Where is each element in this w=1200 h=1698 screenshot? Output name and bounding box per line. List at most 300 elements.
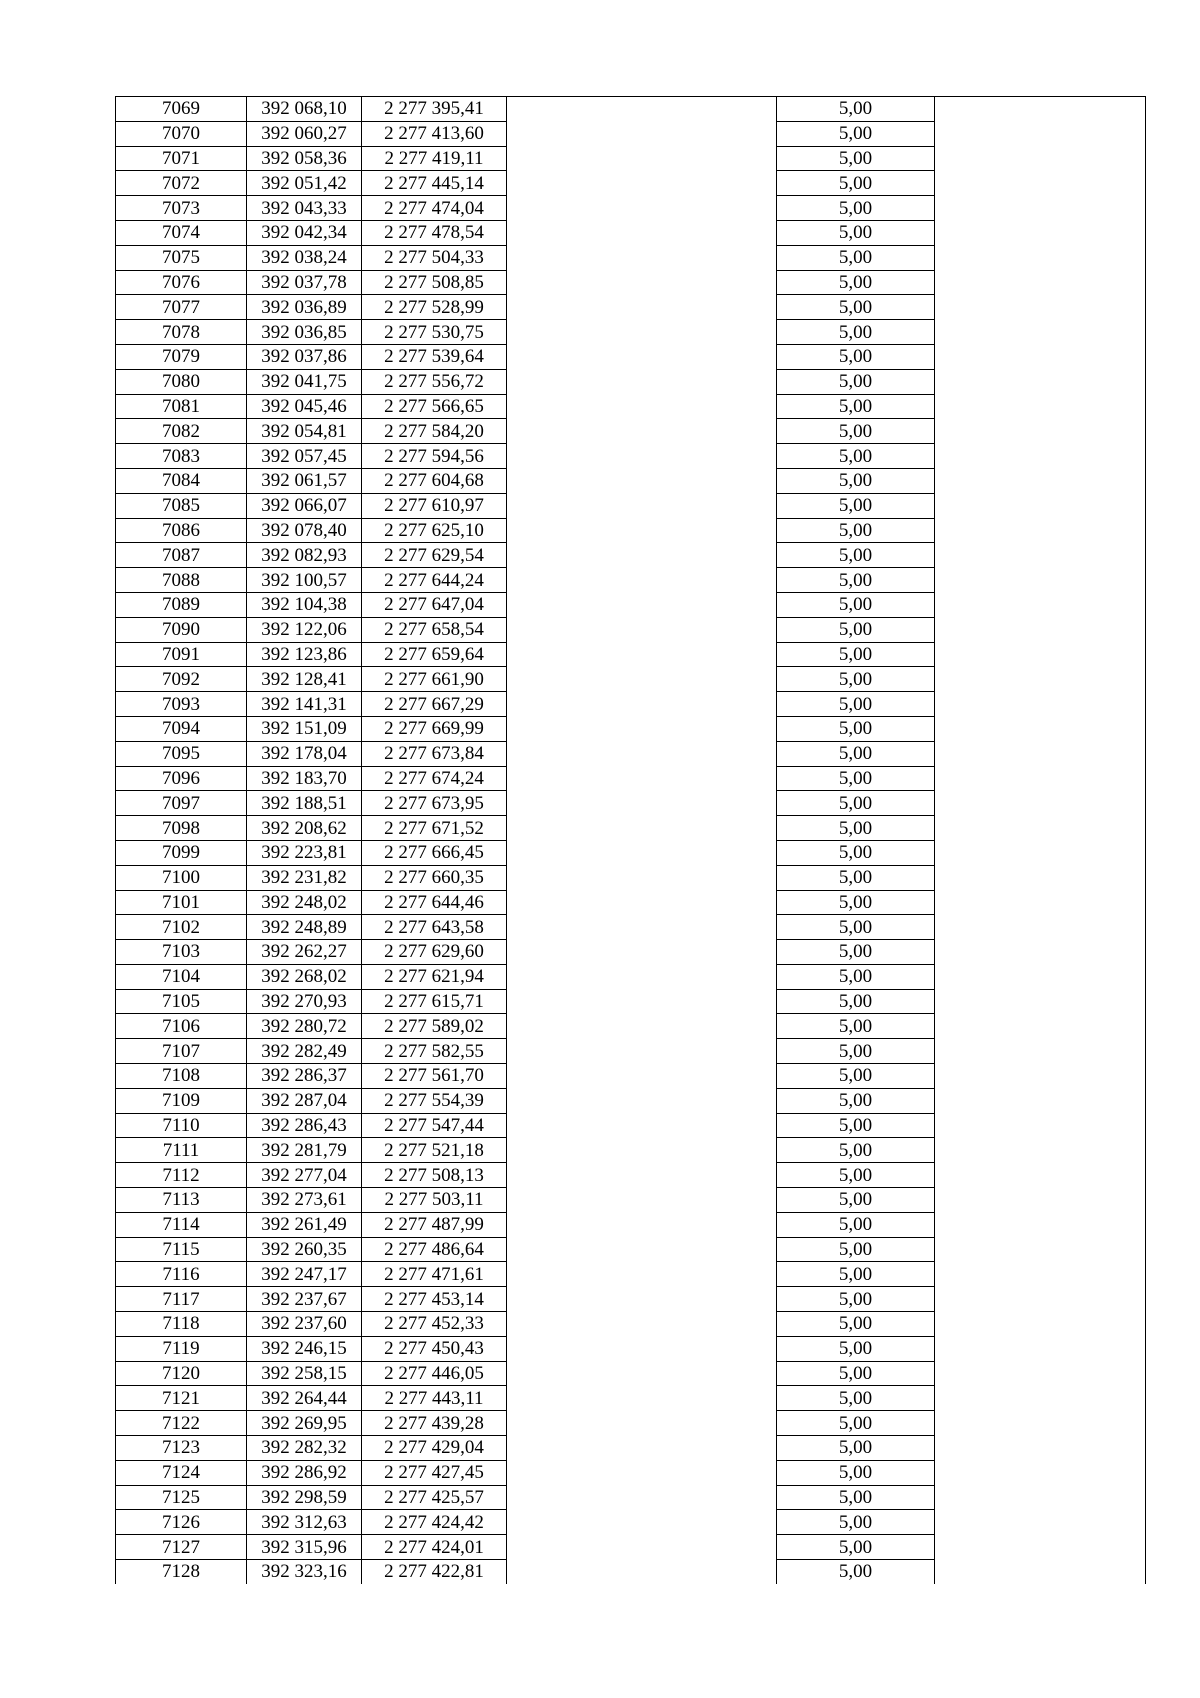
x-coordinate-cell: 392 312,63: [247, 1510, 362, 1535]
empty-cell: [507, 1039, 777, 1064]
point-number-cell: 7085: [116, 493, 247, 518]
x-coordinate-cell: 392 277,04: [247, 1163, 362, 1188]
table-row: [116, 1113, 1146, 1138]
table-row: [116, 1361, 1146, 1386]
empty-cell: [935, 1138, 1146, 1163]
empty-cell: [507, 642, 777, 667]
empty-cell: [935, 840, 1146, 865]
empty-cell: [507, 468, 777, 493]
empty-cell: [507, 667, 777, 692]
x-coordinate-cell: 392 268,02: [247, 964, 362, 989]
value-cell: 5,00: [777, 1386, 935, 1411]
empty-cell: [507, 617, 777, 642]
empty-cell: [935, 369, 1146, 394]
empty-cell: [935, 394, 1146, 419]
x-coordinate-cell: 392 151,09: [247, 716, 362, 741]
value-cell: 5,00: [777, 741, 935, 766]
y-coordinate-cell: 2 277 594,56: [362, 444, 507, 469]
table-row: [116, 196, 1146, 221]
x-coordinate-cell: 392 060,27: [247, 121, 362, 146]
empty-cell: [935, 766, 1146, 791]
y-coordinate-cell: 2 277 673,95: [362, 791, 507, 816]
point-number-cell: 7091: [116, 642, 247, 667]
empty-cell: [935, 1287, 1146, 1312]
point-number-cell: 7119: [116, 1336, 247, 1361]
point-number-cell: 7103: [116, 940, 247, 965]
empty-cell: [935, 97, 1146, 122]
table-row: [116, 295, 1146, 320]
point-number-cell: 7077: [116, 295, 247, 320]
y-coordinate-cell: 2 277 658,54: [362, 617, 507, 642]
table-row: [116, 444, 1146, 469]
point-number-cell: 7095: [116, 741, 247, 766]
empty-cell: [507, 766, 777, 791]
point-number-cell: 7098: [116, 816, 247, 841]
point-number-cell: 7121: [116, 1386, 247, 1411]
x-coordinate-cell: 392 247,17: [247, 1262, 362, 1287]
value-cell: 5,00: [777, 518, 935, 543]
value-cell: 5,00: [777, 320, 935, 345]
empty-cell: [507, 1386, 777, 1411]
value-cell: 5,00: [777, 97, 935, 122]
y-coordinate-cell: 2 277 643,58: [362, 915, 507, 940]
y-coordinate-cell: 2 277 644,24: [362, 568, 507, 593]
table-row: [116, 766, 1146, 791]
value-cell: 5,00: [777, 1088, 935, 1113]
point-number-cell: 7092: [116, 667, 247, 692]
empty-cell: [935, 692, 1146, 717]
y-coordinate-cell: 2 277 503,11: [362, 1188, 507, 1213]
table-row: [116, 592, 1146, 617]
x-coordinate-cell: 392 260,35: [247, 1237, 362, 1262]
value-cell: 5,00: [777, 344, 935, 369]
x-coordinate-cell: 392 037,78: [247, 270, 362, 295]
value-cell: 5,00: [777, 1312, 935, 1337]
y-coordinate-cell: 2 277 471,61: [362, 1262, 507, 1287]
value-cell: 5,00: [777, 964, 935, 989]
table-row: [116, 692, 1146, 717]
y-coordinate-cell: 2 277 508,85: [362, 270, 507, 295]
empty-cell: [507, 518, 777, 543]
value-cell: 5,00: [777, 1188, 935, 1213]
value-cell: 5,00: [777, 642, 935, 667]
point-number-cell: 7093: [116, 692, 247, 717]
table-row: [116, 1386, 1146, 1411]
x-coordinate-cell: 392 286,43: [247, 1113, 362, 1138]
x-coordinate-cell: 392 231,82: [247, 865, 362, 890]
x-coordinate-cell: 392 223,81: [247, 840, 362, 865]
point-number-cell: 7118: [116, 1312, 247, 1337]
value-cell: 5,00: [777, 692, 935, 717]
x-coordinate-cell: 392 104,38: [247, 592, 362, 617]
x-coordinate-cell: 392 037,86: [247, 344, 362, 369]
empty-cell: [507, 791, 777, 816]
table-row: [116, 642, 1146, 667]
table-row: [116, 1312, 1146, 1337]
point-number-cell: 7083: [116, 444, 247, 469]
y-coordinate-cell: 2 277 528,99: [362, 295, 507, 320]
table-row: [116, 667, 1146, 692]
y-coordinate-cell: 2 277 452,33: [362, 1312, 507, 1337]
point-number-cell: 7090: [116, 617, 247, 642]
x-coordinate-cell: 392 286,92: [247, 1460, 362, 1485]
table-row: [116, 543, 1146, 568]
empty-cell: [935, 1262, 1146, 1287]
empty-cell: [507, 1485, 777, 1510]
x-coordinate-cell: 392 178,04: [247, 741, 362, 766]
x-coordinate-cell: 392 122,06: [247, 617, 362, 642]
y-coordinate-cell: 2 277 508,13: [362, 1163, 507, 1188]
x-coordinate-cell: 392 183,70: [247, 766, 362, 791]
point-number-cell: 7120: [116, 1361, 247, 1386]
empty-cell: [507, 1014, 777, 1039]
empty-cell: [507, 320, 777, 345]
point-number-cell: 7100: [116, 865, 247, 890]
y-coordinate-cell: 2 277 566,65: [362, 394, 507, 419]
empty-cell: [507, 121, 777, 146]
empty-cell: [935, 1113, 1146, 1138]
value-cell: 5,00: [777, 146, 935, 171]
x-coordinate-cell: 392 045,46: [247, 394, 362, 419]
point-number-cell: 7102: [116, 915, 247, 940]
empty-cell: [507, 816, 777, 841]
table-row: [116, 220, 1146, 245]
table-row: [116, 1485, 1146, 1510]
empty-cell: [935, 642, 1146, 667]
empty-cell: [507, 220, 777, 245]
empty-cell: [507, 1163, 777, 1188]
y-coordinate-cell: 2 277 539,64: [362, 344, 507, 369]
empty-cell: [935, 1485, 1146, 1510]
x-coordinate-cell: 392 282,32: [247, 1436, 362, 1461]
table-row: [116, 816, 1146, 841]
empty-cell: [507, 444, 777, 469]
value-cell: 5,00: [777, 1336, 935, 1361]
empty-cell: [935, 890, 1146, 915]
table-row: [116, 617, 1146, 642]
value-cell: 5,00: [777, 1560, 935, 1584]
point-number-cell: 7072: [116, 171, 247, 196]
empty-cell: [935, 245, 1146, 270]
table-row: [116, 1237, 1146, 1262]
x-coordinate-cell: 392 128,41: [247, 667, 362, 692]
empty-cell: [935, 1560, 1146, 1584]
empty-cell: [935, 1460, 1146, 1485]
value-cell: 5,00: [777, 1113, 935, 1138]
x-coordinate-cell: 392 057,45: [247, 444, 362, 469]
table-row: [116, 518, 1146, 543]
x-coordinate-cell: 392 286,37: [247, 1064, 362, 1089]
y-coordinate-cell: 2 277 424,01: [362, 1535, 507, 1560]
y-coordinate-cell: 2 277 453,14: [362, 1287, 507, 1312]
empty-cell: [507, 493, 777, 518]
empty-cell: [507, 419, 777, 444]
empty-cell: [935, 1312, 1146, 1337]
table-row: [116, 121, 1146, 146]
empty-cell: [935, 1088, 1146, 1113]
empty-cell: [935, 468, 1146, 493]
y-coordinate-cell: 2 277 547,44: [362, 1113, 507, 1138]
empty-cell: [935, 1361, 1146, 1386]
table-row: [116, 344, 1146, 369]
empty-cell: [507, 1336, 777, 1361]
y-coordinate-cell: 2 277 667,29: [362, 692, 507, 717]
point-number-cell: 7110: [116, 1113, 247, 1138]
x-coordinate-cell: 392 248,89: [247, 915, 362, 940]
empty-cell: [507, 964, 777, 989]
value-cell: 5,00: [777, 295, 935, 320]
x-coordinate-cell: 392 061,57: [247, 468, 362, 493]
table-row: [116, 1039, 1146, 1064]
y-coordinate-cell: 2 277 487,99: [362, 1212, 507, 1237]
empty-cell: [507, 1361, 777, 1386]
empty-cell: [935, 1014, 1146, 1039]
point-number-cell: 7089: [116, 592, 247, 617]
empty-cell: [507, 568, 777, 593]
x-coordinate-cell: 392 141,31: [247, 692, 362, 717]
x-coordinate-cell: 392 315,96: [247, 1535, 362, 1560]
empty-cell: [935, 1411, 1146, 1436]
x-coordinate-cell: 392 264,44: [247, 1386, 362, 1411]
x-coordinate-cell: 392 270,93: [247, 989, 362, 1014]
value-cell: 5,00: [777, 816, 935, 841]
point-number-cell: 7107: [116, 1039, 247, 1064]
empty-cell: [935, 1212, 1146, 1237]
empty-cell: [507, 270, 777, 295]
empty-cell: [507, 1237, 777, 1262]
y-coordinate-cell: 2 277 674,24: [362, 766, 507, 791]
point-number-cell: 7113: [116, 1188, 247, 1213]
table-row: [116, 1064, 1146, 1089]
x-coordinate-cell: 392 123,86: [247, 642, 362, 667]
table-row: [116, 865, 1146, 890]
y-coordinate-cell: 2 277 647,04: [362, 592, 507, 617]
x-coordinate-cell: 392 280,72: [247, 1014, 362, 1039]
value-cell: 5,00: [777, 840, 935, 865]
x-coordinate-cell: 392 038,24: [247, 245, 362, 270]
value-cell: 5,00: [777, 1535, 935, 1560]
y-coordinate-cell: 2 277 424,42: [362, 1510, 507, 1535]
point-number-cell: 7124: [116, 1460, 247, 1485]
value-cell: 5,00: [777, 1237, 935, 1262]
empty-cell: [507, 989, 777, 1014]
point-number-cell: 7071: [116, 146, 247, 171]
value-cell: 5,00: [777, 1510, 935, 1535]
table-row: [116, 1510, 1146, 1535]
value-cell: 5,00: [777, 568, 935, 593]
empty-cell: [507, 1138, 777, 1163]
empty-cell: [935, 419, 1146, 444]
point-number-cell: 7082: [116, 419, 247, 444]
table-row: [116, 1188, 1146, 1213]
value-cell: 5,00: [777, 171, 935, 196]
point-number-cell: 7101: [116, 890, 247, 915]
empty-cell: [507, 1088, 777, 1113]
y-coordinate-cell: 2 277 629,60: [362, 940, 507, 965]
empty-cell: [507, 1113, 777, 1138]
value-cell: 5,00: [777, 270, 935, 295]
empty-cell: [935, 915, 1146, 940]
empty-cell: [507, 394, 777, 419]
point-number-cell: 7086: [116, 518, 247, 543]
value-cell: 5,00: [777, 1138, 935, 1163]
value-cell: 5,00: [777, 791, 935, 816]
empty-cell: [935, 568, 1146, 593]
y-coordinate-cell: 2 277 673,84: [362, 741, 507, 766]
value-cell: 5,00: [777, 1436, 935, 1461]
table-row: [116, 1287, 1146, 1312]
empty-cell: [507, 1287, 777, 1312]
value-cell: 5,00: [777, 468, 935, 493]
point-number-cell: 7079: [116, 344, 247, 369]
value-cell: 5,00: [777, 1212, 935, 1237]
empty-cell: [507, 865, 777, 890]
table-row: [116, 840, 1146, 865]
x-coordinate-cell: 392 042,34: [247, 220, 362, 245]
x-coordinate-cell: 392 269,95: [247, 1411, 362, 1436]
table-row: [116, 1088, 1146, 1113]
point-number-cell: 7081: [116, 394, 247, 419]
x-coordinate-cell: 392 261,49: [247, 1212, 362, 1237]
point-number-cell: 7080: [116, 369, 247, 394]
empty-cell: [935, 816, 1146, 841]
y-coordinate-cell: 2 277 486,64: [362, 1237, 507, 1262]
y-coordinate-cell: 2 277 521,18: [362, 1138, 507, 1163]
table-row: [116, 1411, 1146, 1436]
point-number-cell: 7078: [116, 320, 247, 345]
empty-cell: [935, 791, 1146, 816]
y-coordinate-cell: 2 277 450,43: [362, 1336, 507, 1361]
empty-cell: [507, 146, 777, 171]
x-coordinate-cell: 392 258,15: [247, 1361, 362, 1386]
y-coordinate-cell: 2 277 644,46: [362, 890, 507, 915]
coordinates-table: [115, 96, 1146, 1584]
empty-cell: [935, 592, 1146, 617]
value-cell: 5,00: [777, 617, 935, 642]
value-cell: 5,00: [777, 1411, 935, 1436]
point-number-cell: 7088: [116, 568, 247, 593]
value-cell: 5,00: [777, 592, 935, 617]
y-coordinate-cell: 2 277 669,99: [362, 716, 507, 741]
point-number-cell: 7111: [116, 1138, 247, 1163]
y-coordinate-cell: 2 277 554,39: [362, 1088, 507, 1113]
y-coordinate-cell: 2 277 666,45: [362, 840, 507, 865]
y-coordinate-cell: 2 277 625,10: [362, 518, 507, 543]
empty-cell: [935, 320, 1146, 345]
table-row: [116, 1014, 1146, 1039]
value-cell: 5,00: [777, 1485, 935, 1510]
empty-cell: [507, 1064, 777, 1089]
point-number-cell: 7097: [116, 791, 247, 816]
empty-cell: [507, 1460, 777, 1485]
point-number-cell: 7094: [116, 716, 247, 741]
x-coordinate-cell: 392 036,85: [247, 320, 362, 345]
x-coordinate-cell: 392 262,27: [247, 940, 362, 965]
table-row: [116, 890, 1146, 915]
x-coordinate-cell: 392 036,89: [247, 295, 362, 320]
point-number-cell: 7099: [116, 840, 247, 865]
point-number-cell: 7123: [116, 1436, 247, 1461]
table-row: [116, 1436, 1146, 1461]
table-row: [116, 741, 1146, 766]
point-number-cell: 7070: [116, 121, 247, 146]
empty-cell: [935, 1535, 1146, 1560]
empty-cell: [507, 592, 777, 617]
point-number-cell: 7116: [116, 1262, 247, 1287]
table-row: [116, 369, 1146, 394]
x-coordinate-cell: 392 323,16: [247, 1560, 362, 1584]
table-row: [116, 468, 1146, 493]
empty-cell: [507, 692, 777, 717]
point-number-cell: 7096: [116, 766, 247, 791]
value-cell: 5,00: [777, 220, 935, 245]
empty-cell: [935, 220, 1146, 245]
y-coordinate-cell: 2 277 504,33: [362, 245, 507, 270]
value-cell: 5,00: [777, 989, 935, 1014]
value-cell: 5,00: [777, 1287, 935, 1312]
point-number-cell: 7112: [116, 1163, 247, 1188]
empty-cell: [935, 741, 1146, 766]
y-coordinate-cell: 2 277 427,45: [362, 1460, 507, 1485]
x-coordinate-cell: 392 082,93: [247, 543, 362, 568]
empty-cell: [935, 171, 1146, 196]
y-coordinate-cell: 2 277 621,94: [362, 964, 507, 989]
value-cell: 5,00: [777, 394, 935, 419]
y-coordinate-cell: 2 277 604,68: [362, 468, 507, 493]
empty-cell: [935, 444, 1146, 469]
value-cell: 5,00: [777, 419, 935, 444]
y-coordinate-cell: 2 277 530,75: [362, 320, 507, 345]
empty-cell: [935, 865, 1146, 890]
y-coordinate-cell: 2 277 425,57: [362, 1485, 507, 1510]
empty-cell: [507, 1262, 777, 1287]
x-coordinate-cell: 392 237,60: [247, 1312, 362, 1337]
empty-cell: [935, 1386, 1146, 1411]
table-row: [116, 568, 1146, 593]
point-number-cell: 7115: [116, 1237, 247, 1262]
point-number-cell: 7108: [116, 1064, 247, 1089]
point-number-cell: 7073: [116, 196, 247, 221]
empty-cell: [935, 518, 1146, 543]
y-coordinate-cell: 2 277 446,05: [362, 1361, 507, 1386]
empty-cell: [935, 617, 1146, 642]
value-cell: 5,00: [777, 121, 935, 146]
empty-cell: [507, 1212, 777, 1237]
empty-cell: [507, 196, 777, 221]
value-cell: 5,00: [777, 543, 935, 568]
table-row: [116, 915, 1146, 940]
value-cell: 5,00: [777, 716, 935, 741]
empty-cell: [507, 97, 777, 122]
y-coordinate-cell: 2 277 584,20: [362, 419, 507, 444]
point-number-cell: 7109: [116, 1088, 247, 1113]
empty-cell: [507, 1312, 777, 1337]
table-row: [116, 1336, 1146, 1361]
empty-cell: [935, 1436, 1146, 1461]
point-number-cell: 7125: [116, 1485, 247, 1510]
empty-cell: [935, 146, 1146, 171]
table-row: [116, 1535, 1146, 1560]
table-row: [116, 1460, 1146, 1485]
value-cell: 5,00: [777, 865, 935, 890]
empty-cell: [935, 1336, 1146, 1361]
point-number-cell: 7122: [116, 1411, 247, 1436]
empty-cell: [507, 171, 777, 196]
x-coordinate-cell: 392 066,07: [247, 493, 362, 518]
table-row: [116, 146, 1146, 171]
empty-cell: [935, 989, 1146, 1014]
x-coordinate-cell: 392 282,49: [247, 1039, 362, 1064]
